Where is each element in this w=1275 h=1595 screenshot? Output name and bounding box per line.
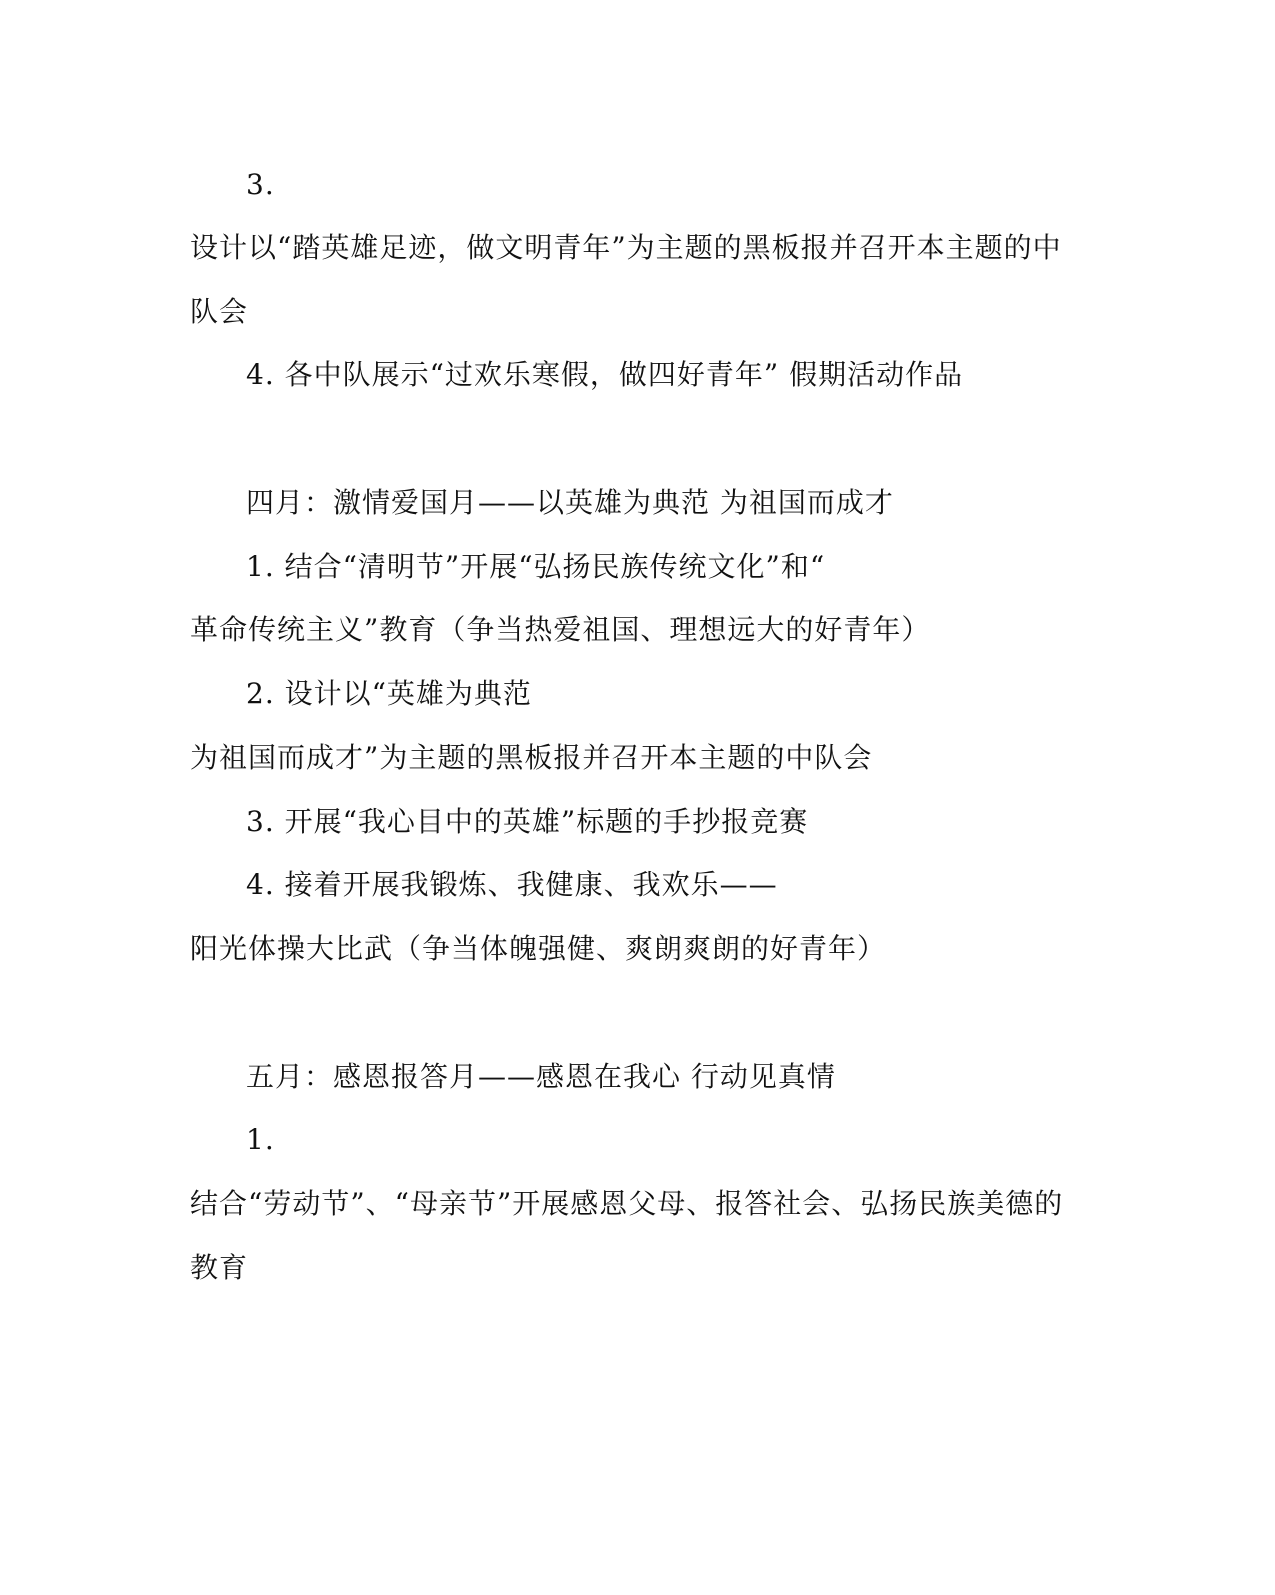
text-line: 革命传统主义”教育（争当热爱祖国、理想远大的好青年） bbox=[190, 613, 931, 646]
text-line: 1. 结合“清明节”开展“弘扬民族传统文化”和“ bbox=[246, 550, 826, 583]
text-line: 3. 开展“我心目中的英雄”标题的手抄报竞赛 bbox=[246, 805, 809, 838]
text-line: 队会 bbox=[190, 295, 249, 328]
text-line: 1. bbox=[246, 1123, 275, 1156]
text-line: 为祖国而成才”为主题的黑板报并召开本主题的中队会 bbox=[190, 741, 873, 774]
text-line: 设计以“踏英雄足迹，做文明青年”为主题的黑板报并召开本主题的中 bbox=[190, 231, 1062, 264]
text-line: 教育 bbox=[190, 1251, 249, 1284]
text-line: 2. 设计以“英雄为典范 bbox=[246, 677, 532, 710]
text-line: 阳光体操大比武（争当体魄强健、爽朗爽朗的好青年） bbox=[190, 932, 887, 965]
text-line: 4. 各中队展示“过欢乐寒假，做四好青年” 假期活动作品 bbox=[246, 358, 964, 391]
section-heading: 四月：激情爱国月——以英雄为典范 为祖国而成才 bbox=[246, 486, 894, 519]
section-heading: 五月：感恩报答月——感恩在我心 行动见真情 bbox=[246, 1060, 836, 1093]
text-line: 3. bbox=[246, 168, 275, 201]
text-line: 4. 接着开展我锻炼、我健康、我欢乐—— bbox=[246, 868, 778, 901]
text-line: 结合“劳动节”、“母亲节”开展感恩父母、报答社会、弘扬民族美德的 bbox=[190, 1187, 1064, 1220]
